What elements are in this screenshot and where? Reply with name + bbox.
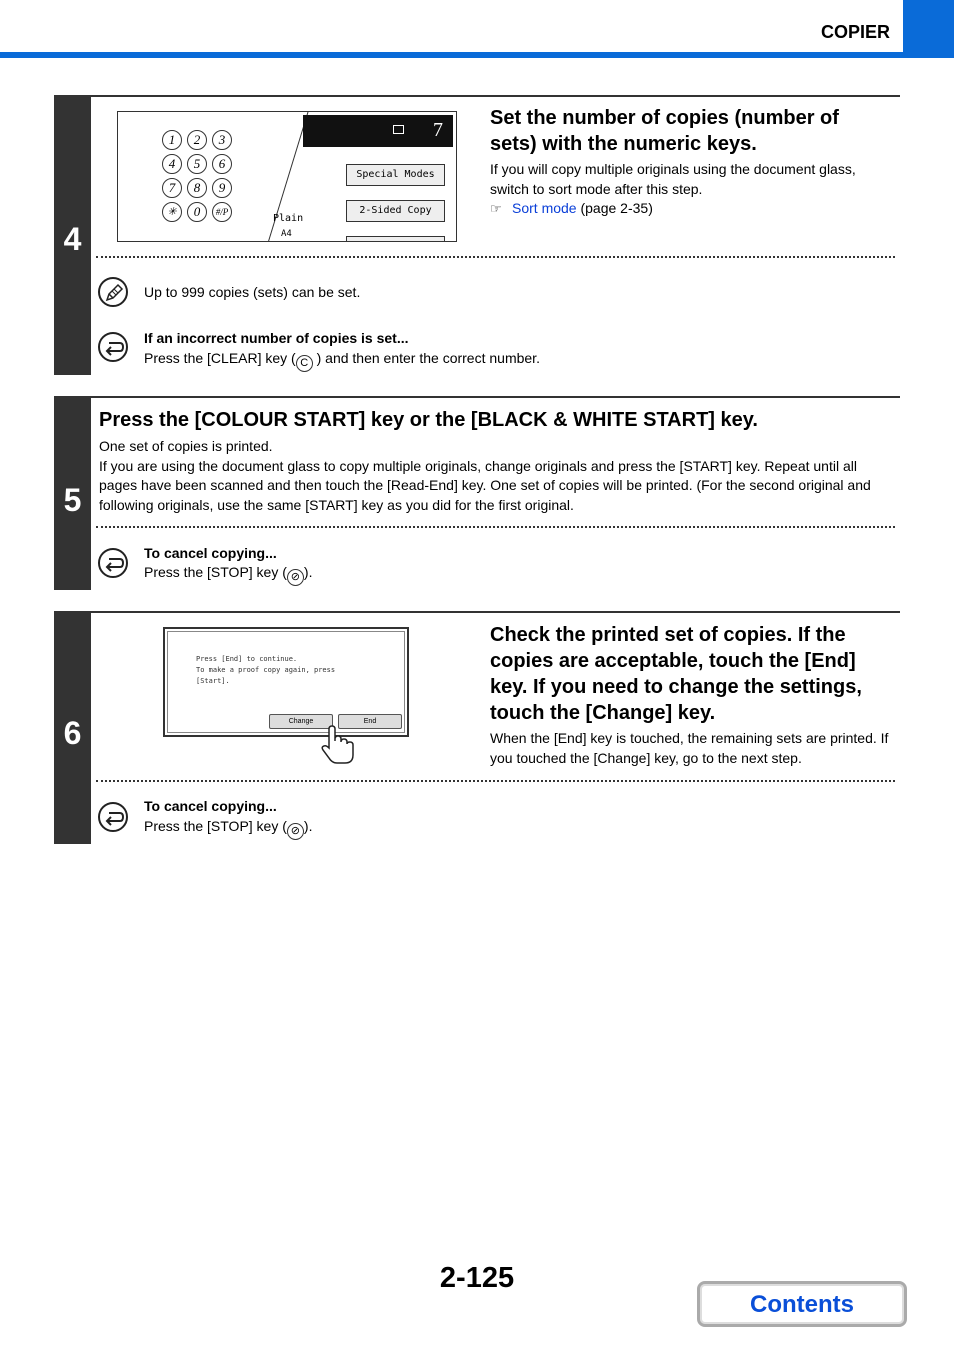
note-max-copies: Up to 999 copies (sets) can be set. (144, 284, 361, 300)
step-6 (54, 611, 900, 844)
note-text (144, 564, 312, 586)
step-title: Set the number of copies (number of sets) with the numeric keys. (490, 107, 839, 155)
key-9: 9 (212, 178, 232, 198)
pencil-note-icon (98, 277, 128, 307)
message-line-1: Press [End] to continue. (196, 655, 298, 663)
copies-icon (393, 125, 404, 134)
step-rule (91, 611, 900, 613)
two-sided-copy-button: 2-Sided Copy (346, 200, 445, 222)
note-text (144, 350, 540, 372)
note-text-pre: Press the [STOP] key ( (144, 818, 287, 834)
lcd-status-bar (303, 115, 453, 147)
note-text-post: ) and then enter the correct number. (316, 350, 540, 366)
key-8: 8 (187, 178, 207, 198)
operation-panel-illustration (117, 111, 457, 242)
note-text-pre: Press the [STOP] key ( (144, 564, 287, 580)
contents-button[interactable] (697, 1281, 907, 1327)
header-rule (0, 52, 954, 58)
key-6: 6 (212, 154, 232, 174)
key-asterisk: ✳ (162, 202, 182, 222)
header-tab (903, 0, 954, 58)
page-number: 2-125 (439, 1262, 515, 1294)
step-number: 4 (63, 221, 82, 257)
touch-panel-message (196, 654, 335, 687)
key-7: 7 (162, 178, 182, 198)
step-body-line2: If you are using the document glass to copy multiple originals, change originals and press the [START] key. Repeat until all pages have been scanned and then touch the [Read-End] key. One set of copies will be printed. (For the second original and following originals, use the same [START] key as you did for the first original. (99, 457, 871, 513)
step-4 (54, 95, 900, 375)
return-arrow-icon (98, 802, 128, 832)
paper-size: A4 (281, 229, 292, 239)
dotted-separator (96, 256, 895, 258)
step-5 (54, 396, 900, 590)
note-title: If an incorrect number of copies is set... (144, 330, 409, 346)
step-body: When the [End] key is touched, the remaining sets are printed. If you touched the [Change] key, go to the next step. (490, 730, 889, 766)
change-button: Change (269, 714, 333, 729)
step-title: Press the [COLOUR START] key or the [BLACK & WHITE START] key. (99, 409, 758, 431)
pointing-hand-icon (320, 725, 354, 765)
note-text-pre: Press the [CLEAR] key ( (144, 350, 296, 366)
stop-key-icon: ⊘ (287, 569, 304, 586)
touch-panel-illustration (163, 627, 409, 737)
dotted-separator (96, 526, 895, 528)
return-arrow-icon (98, 332, 128, 362)
clear-key-icon: C (296, 355, 313, 372)
key-5: 5 (187, 154, 207, 174)
section-label: COPIER (820, 22, 890, 42)
step-title: Check the printed set of copies. If the copies are acceptable, touch the [End] key. If you need to change the settings, touch the [Change] key. (490, 624, 862, 724)
step-body-line1: One set of copies is printed. (99, 438, 273, 454)
note-text-post: ). (303, 564, 313, 580)
step-number: 5 (63, 482, 82, 518)
reference-page: (page 2-35) (580, 200, 653, 216)
key-0: 0 (187, 202, 207, 222)
key-3: 3 (212, 130, 232, 150)
step-rule (91, 396, 900, 398)
step-rule (91, 95, 900, 97)
note-title: To cancel copying... (144, 798, 277, 814)
step-body-text: If you will copy multiple originals using the document glass, switch to sort mode after this step. (490, 161, 856, 197)
step-number: 6 (63, 715, 82, 751)
touch-panel-screen (167, 631, 405, 733)
note-text-post: ). (303, 818, 313, 834)
reference-icon: ☞ (490, 201, 502, 216)
step-body (490, 160, 890, 219)
sort-mode-link[interactable]: Sort mode (512, 200, 577, 216)
return-arrow-icon (98, 548, 128, 578)
note-text (144, 818, 312, 840)
special-modes-button: Special Modes (346, 164, 445, 186)
key-4: 4 (162, 154, 182, 174)
stop-key-icon: ⊘ (287, 823, 304, 840)
key-1: 1 (162, 130, 182, 150)
copy-count: 7 (433, 119, 443, 141)
end-button: End (338, 714, 402, 729)
contents-button-label: Contents (750, 1291, 854, 1318)
paper-type: Plain (273, 213, 304, 224)
step-body (99, 437, 894, 515)
key-2: 2 (187, 130, 207, 150)
message-line-3: [Start]. (196, 677, 230, 685)
dotted-separator (96, 780, 895, 782)
key-hash-p: #/P (212, 202, 232, 222)
lcd-button-partial (346, 236, 445, 242)
message-line-2: To make a proof copy again, press (196, 666, 336, 674)
note-title: To cancel copying... (144, 545, 277, 561)
